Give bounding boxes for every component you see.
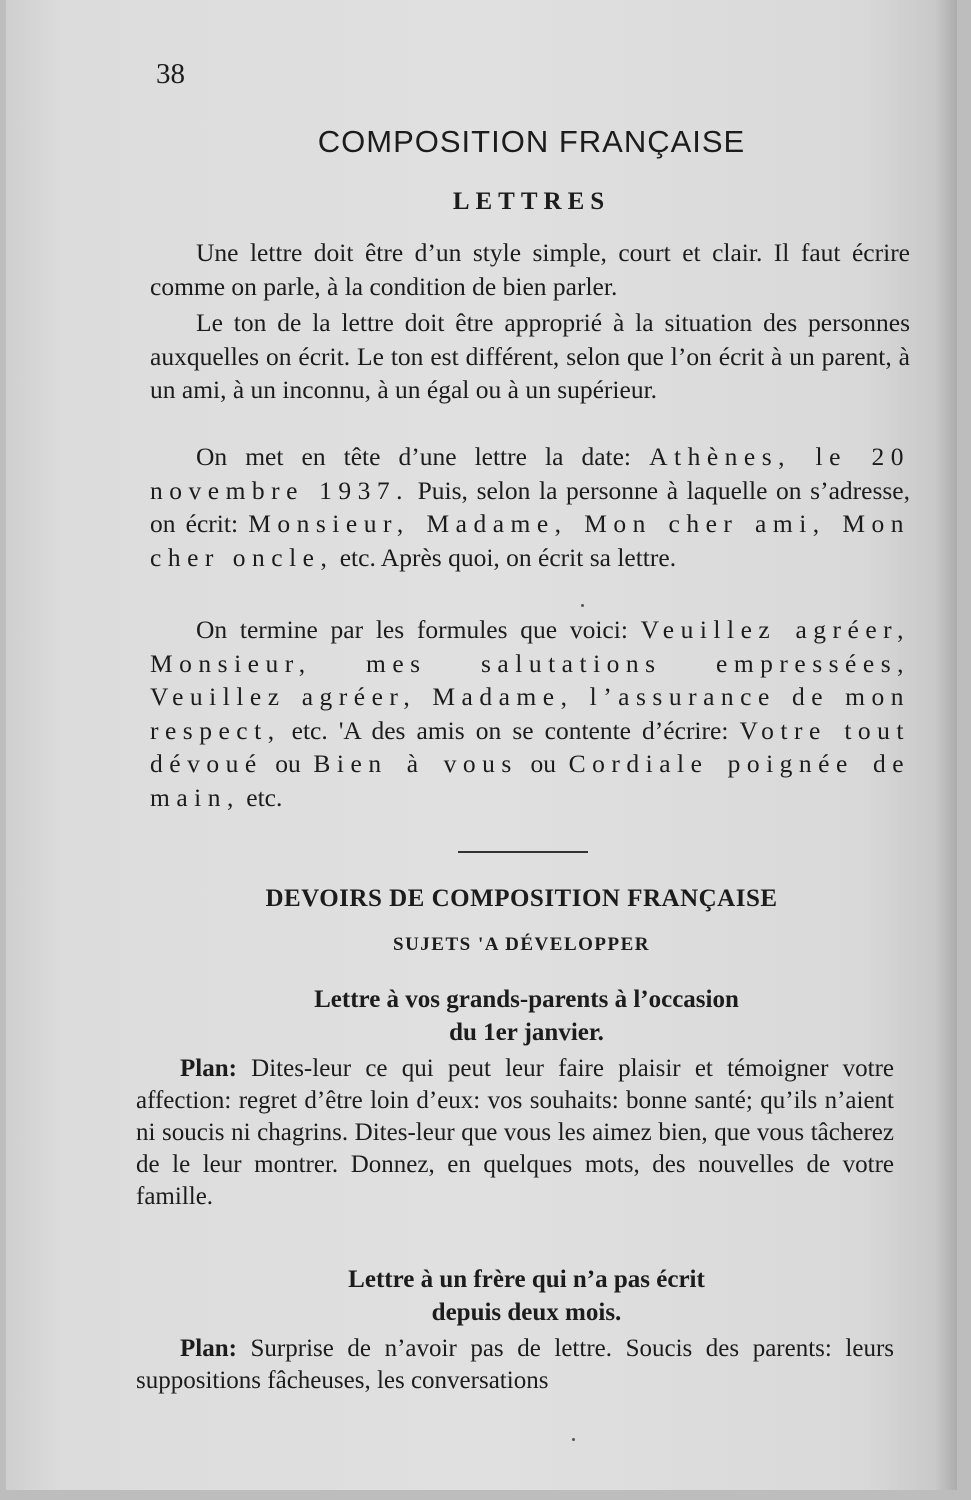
text-run: etc. Après quoi, on écrit sa lettre. — [333, 542, 677, 572]
book-page — [6, 0, 957, 1490]
text-run: ou — [517, 749, 569, 779]
spaced-example: Athènes, le 20 novembre 1937. — [150, 442, 910, 505]
spaced-example: Votre tout dévoué — [150, 715, 910, 779]
page-number: 38 — [156, 58, 185, 90]
sujet-title-line: du 1er janvier. — [449, 1019, 604, 1046]
paragraph-date — [150, 440, 910, 574]
sujet-title-line: Lettre à un frère qui n’a pas écrit — [348, 1266, 705, 1293]
paragraph-text — [150, 440, 910, 574]
sujet-plan — [136, 1053, 894, 1213]
spaced-example: Veuillez agréer, Monsieur, mes salutations empressées, Veuillez agréer, Madame, l’assurance de mon respect, — [150, 615, 911, 745]
paragraph-text: Une lettre doit être d’un style simple, court et clair. Il faut écrire comme on parle, à la condition de bien parler. — [150, 238, 910, 301]
section-subheading-sujets: SUJETS 'A DÉVELOPPER — [393, 934, 650, 955]
paragraph-formules — [150, 613, 910, 815]
text-run: Puis, selon la personne à laquelle on s’adresse, on écrit: — [150, 475, 910, 539]
text-run: etc. — [239, 782, 283, 812]
sujet-title-line: Lettre à vos grands-parents à l’occasion — [314, 986, 739, 1013]
divider-rule — [458, 851, 588, 853]
section-heading-lettres: LETTRES — [452, 188, 611, 215]
paper-speck — [572, 1438, 575, 1441]
text-run: etc. 'A des amis on se contente d’écrire: — [280, 715, 740, 745]
sujet-title — [6, 1263, 957, 1329]
paragraph-text: Le ton de la lettre doit être approprié à la situation des personnes auxquelles on écrit. Le ton est différent, selon que l’on écrit à un parent, à un ami, à un inconnu, à un égal ou à un supérieur. — [150, 308, 910, 405]
sujet-title-line: depuis deux mois. — [431, 1299, 622, 1326]
spaced-example: Cordiale poignée de main, — [150, 749, 911, 812]
sujet-title — [6, 983, 957, 1049]
text-run: On termine par les formules que voici: — [196, 615, 641, 644]
page-title: COMPOSITION FRANÇAISE — [317, 124, 746, 159]
plan-text — [136, 1333, 894, 1397]
plan-body: Dites-leur ce qui peut leur faire plaisir et témoigner votre affection: regret d’être loin d’eux: vos souhaits: bonne santé; qu’ils n’aient ni soucis ni chagrins. Dites-leur que vous les aimez bien, que vous tâcherez de le leur montrer. Donnez, en quelques mots, des nouvelles de votre famille. — [136, 1055, 894, 1210]
spaced-example: Bien à vous — [313, 749, 518, 779]
paragraph-style — [150, 236, 910, 303]
plan-text — [136, 1053, 894, 1213]
paragraph-ton — [150, 306, 910, 407]
plan-label: Plan: — [180, 1055, 237, 1082]
plan-label: Plan: — [180, 1335, 237, 1362]
sujet-plan — [136, 1333, 894, 1397]
paragraph-text — [150, 613, 910, 815]
text-run: ou — [262, 749, 314, 779]
spaced-example: Monsieur, Madame, Mon cher ami, Mon cher oncle, — [150, 509, 910, 572]
text-run: On met en tête d’une lettre la date: — [196, 442, 650, 471]
plan-body: Surprise de n’avoir pas de lettre. Soucis des parents: leurs suppositions fâcheuses, les conversations — [136, 1335, 894, 1394]
paper-speck — [581, 604, 584, 607]
section-heading-devoirs: DEVOIRS DE COMPOSITION FRANÇAISE — [265, 885, 778, 912]
